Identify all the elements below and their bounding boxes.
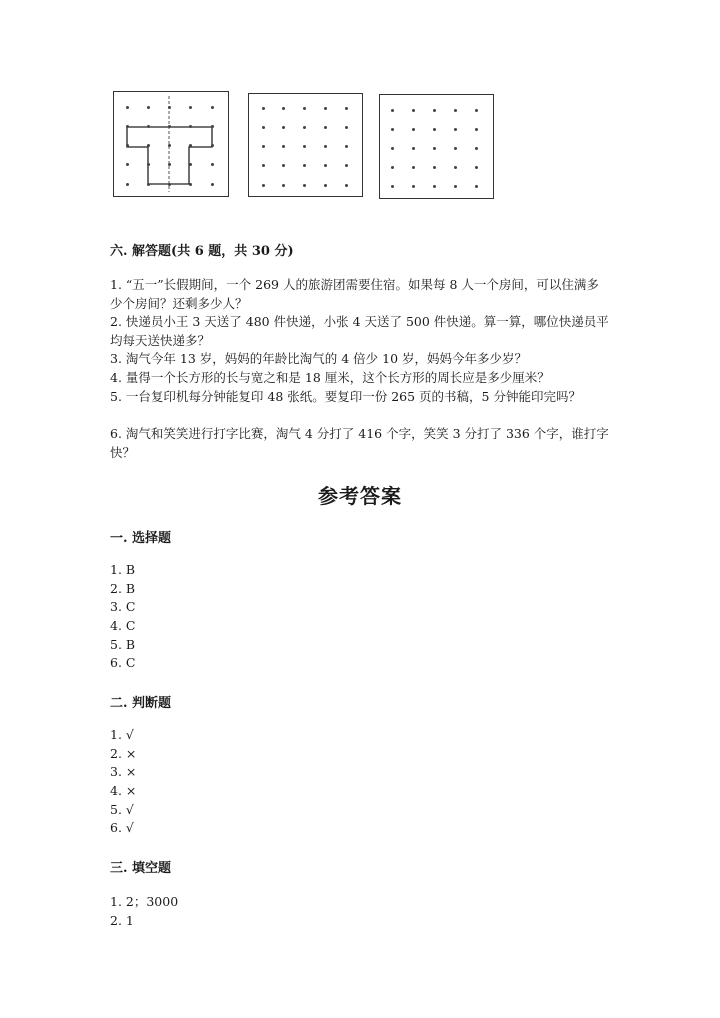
grid-dot [412,185,415,188]
grid-dot [454,166,457,169]
grid-dot [345,164,348,167]
grid-dot [168,106,171,109]
grid-dot [454,109,457,112]
grid-dot [324,184,327,187]
judge-answers [110,726,136,838]
grid-dot [454,147,457,150]
grid-dot [147,106,150,109]
answer-item: 6. √ [110,820,134,836]
grid-dot [211,106,214,109]
grid-dot [391,185,394,188]
grid-dot [262,184,265,187]
grid-dot [454,185,457,188]
grid-dot [147,183,150,186]
answer-item: 1. 2；3000 [110,894,179,909]
section-6-title: 六. 解答题(共 6 题，共 30 分) [110,244,294,259]
grid-dot [282,184,285,187]
grid-dot [324,145,327,148]
grid-dot [433,147,436,150]
grid-dot [391,147,394,150]
grid-dot [475,147,478,150]
grid-dot [168,144,171,147]
grid-dot [454,128,457,131]
grid-dot [303,126,306,129]
answer-item: 4. × [110,783,137,799]
grid-dot [433,185,436,188]
grid-dot [147,125,150,128]
t-shape-outline [127,127,212,184]
answer-item: 3. × [110,764,137,780]
grid-dot [262,126,265,129]
grid-dot [189,106,192,109]
choice-section-title: 一. 选择题 [110,531,172,546]
answer-title: 参考答案 [318,484,402,508]
grid-dot [126,144,129,147]
grid-dot [475,109,478,112]
grid-dot [303,107,306,110]
question-5: 5. 一台复印机每分钟能复印 48 张纸。要复印一份 265 页的书稿，5 分钟能印完吗？ [110,389,581,404]
grid-dot [391,109,394,112]
grid-dot [345,107,348,110]
answer-item: 5. B [110,636,136,652]
grid-dot [324,107,327,110]
grid-dot [126,106,129,109]
question-6: 6. 淘气和笑笑进行打字比赛，淘气 4 分打了 416 个字，笑笑 3 分打了 336 个字，谁打字快？ [110,426,609,460]
grid-dot [211,125,214,128]
grid-dot [324,126,327,129]
grid-dot [345,145,348,148]
grid-dot [303,145,306,148]
answer-item: 4. C [110,618,136,634]
grid-dot [433,128,436,131]
grid-dot [168,183,171,186]
grid-dot [211,163,214,166]
grid-dot [475,185,478,188]
question-2: 2. 快递员小王 3 天送了 480 件快递，小张 4 天送了 500 件快递。算一算，哪位快递员平均每天送快递多？ [110,314,609,348]
answer-item: 6. C [110,655,136,671]
grid-dot [303,184,306,187]
grid-dot [475,128,478,131]
answer-item: 3. C [110,599,136,615]
question-4: 4. 量得一个长方形的长与宽之和是 18 厘米，这个长方形的周长应是多少厘米？ [110,370,550,385]
grid-dot [412,166,415,169]
question-3: 3. 淘气今年 13 岁，妈妈的年龄比淘气的 4 倍少 10 岁，妈妈今年多少岁？ [110,351,528,366]
grid-dot [433,166,436,169]
grid-dot [345,126,348,129]
grid-dot [412,128,415,131]
grid-dot [126,125,129,128]
grid-dot [475,166,478,169]
judge-section-title: 二. 判断题 [110,696,172,711]
answer-item: 2. 1 [110,912,134,928]
grid-dot [391,128,394,131]
grid-dot [147,144,150,147]
grid-dot [433,109,436,112]
answer-item: 5. √ [110,801,134,817]
answer-item: 1. B [110,562,136,577]
grid-dot [282,107,285,110]
grid-dot [126,163,129,166]
grid-dot [262,145,265,148]
fill-section-title: 三. 填空题 [110,861,172,876]
question-1: 1. “五一”长假期间，一个 269 人的旅游团需要住宿。如果每 8 人一个房间，可以住满多少个房间？还剩多少人？ [110,277,599,311]
choice-answers [110,561,135,673]
grid-dot [391,166,394,169]
grid-figure [0,0,720,230]
answer-item: 2. B [110,580,136,596]
grid-dot [168,125,171,128]
answer-item: 1. √ [110,727,134,742]
answer-item: 2. × [110,745,137,761]
grid-dot [412,109,415,112]
grid-dot [126,183,129,186]
grid-dot [262,164,265,167]
grid-dot [412,147,415,150]
grid-dot [262,107,265,110]
grid-dot [211,183,214,186]
fill-answers [110,893,178,930]
grid-dot [211,144,214,147]
grid-dot [345,184,348,187]
grid-dot [189,183,192,186]
